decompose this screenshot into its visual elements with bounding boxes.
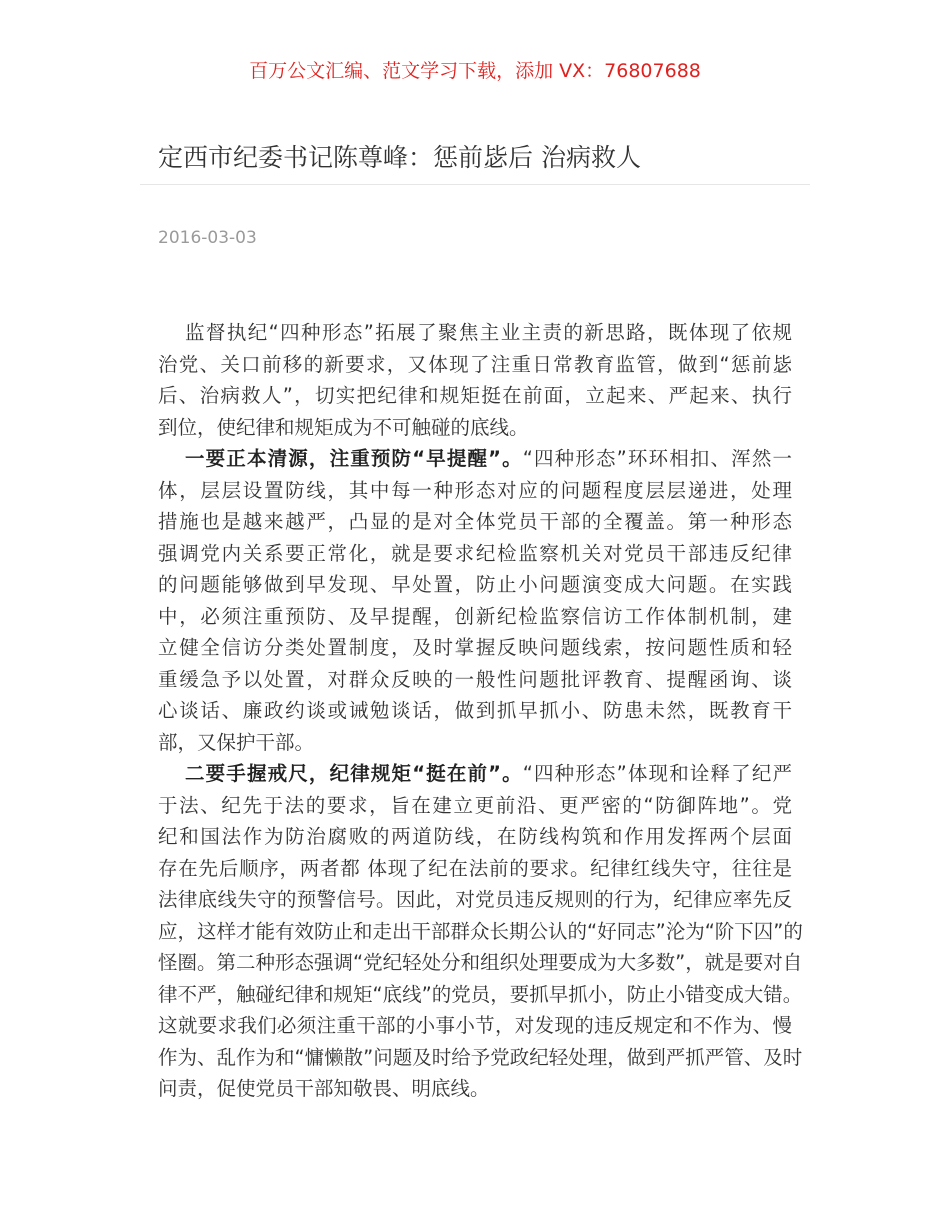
paragraph-line [158,947,803,979]
line-text: 的问题能够做到早发现、早处置，防止小问题演变成大问题。在实践 [158,573,792,596]
line-text: 存在先后顺序，两者都 体现了纪在法前的要求。纪律红线失守，往往是 [158,856,792,880]
line-text: 到位，使纪律和规矩成为不可触碰的底线。 [158,415,529,439]
paragraph-heading: 二要手握戒尺，纪律规矩“挺在前”。 [185,762,523,785]
line-text: 心谈话、廉政约谈或诫勉谈话，做到抓早抓小、防患未然，既教育干 [158,699,792,722]
paragraph-line [158,664,792,696]
line-text: 纪和国法作为防治腐败的两道防线，在防线构筑和作用发挥两个层面 [158,825,792,848]
paragraph-line [158,412,792,444]
article-body [158,317,803,1105]
article-paragraph [158,317,792,443]
paragraph-line [158,380,792,412]
publish-date: 2016-03-03 [158,228,257,248]
line-text: 治党、关口前移的新要求，又体现了注重日常教育监管，做到“惩前毖 [158,352,792,376]
paragraph-line [158,538,792,570]
line-text: 重缓急予以处置，对群众反映的一般性问题批评教育、提醒函询、谈 [158,667,792,691]
line-text: 体，层层设置防线，其中每一种形态对应的问题程度层层递进，处理 [158,478,792,502]
paragraph-line [158,349,792,381]
line-text: 监督执纪“四种形态”拓展了聚焦主业主责的新思路，既体现了依规 [185,321,792,344]
line-text: 律不严，触碰纪律和规矩“底线”的党员，要抓早抓小，防止小错变成大错。 [158,982,803,1006]
paragraph-line [158,1042,803,1074]
line-text: 措施也是越来越严，凸显的是对全体党员干部的全覆盖。第一种形态 [158,510,792,533]
line-text: 立健全信访分类处置制度，及时掌握反映问题线索，按问题性质和轻 [158,636,792,659]
paragraph-line [158,884,792,916]
article-title: 定西市纪委书记陈尊峰：惩前毖后 治病救人 [158,143,641,172]
line-text: 后、治病救人”，切实把纪律和规矩挺在前面，立起来、严起来、执行 [158,384,792,407]
line-text: 应，这样才能有效防止和走出干部群众长期公认的“好同志”沦为“阶下囚”的 [158,919,803,943]
paragraph-line [158,727,792,759]
line-text: 强调党内关系要正常化，就是要求纪检监察机关对党员干部违反纪律 [158,541,792,565]
paragraph-heading: 一要正本清源，注重预防“早提醒”。 [185,447,523,470]
paragraph-line [158,506,792,538]
line-text: 于法、纪先于法的要求，旨在建立更前沿、更严密的“防御阵地”。党 [158,793,792,817]
line-text: “四种形态”环环相扣、浑然一 [522,447,792,470]
paragraph-line [158,695,792,727]
paragraph-line [158,569,792,601]
paragraph-line [158,758,792,790]
line-text: 问责，促使党员干部知敬畏、明底线。 [158,1077,490,1100]
line-text: 法律底线失守的预警信号。因此，对党员违反规则的行为，纪律应率先反 [158,888,792,911]
paragraph-line [158,979,803,1011]
line-text: 这就要求我们必须注重干部的小事小节，对发现的违反规定和不作为、慢 [158,1014,792,1037]
line-text: 怪圈。第二种形态强调“党纪轻处分和组织处理要成为大多数”，就是要对自 [158,951,803,974]
paragraph-line [158,632,792,664]
paragraph-line [158,475,792,507]
line-text: 中，必须注重预防、及早提醒，创新纪检监察信访工作体制机制，建 [158,604,792,628]
article-paragraph [158,443,792,758]
paragraph-line [158,443,792,475]
line-text: “四种形态”体现和诠释了纪严 [522,762,792,785]
paragraph-line [158,317,792,349]
paragraph-line [158,853,792,885]
title-divider [140,184,810,185]
paragraph-line [158,821,792,853]
promo-banner: 百万公文汇编、范文学习下载，添加 VX：76807688 [249,60,701,82]
paragraph-line [158,790,792,822]
paragraph-line [158,1010,792,1042]
paragraph-line [158,601,792,633]
line-text: 作为、乱作为和“慵懒散”问题及时给予党政纪轻处理，做到严抓严管、及时 [158,1045,803,1069]
paragraph-line [158,1073,792,1105]
article-paragraph [158,758,803,1105]
line-text: 部，又保护干部。 [158,730,315,754]
paragraph-line [158,916,803,948]
